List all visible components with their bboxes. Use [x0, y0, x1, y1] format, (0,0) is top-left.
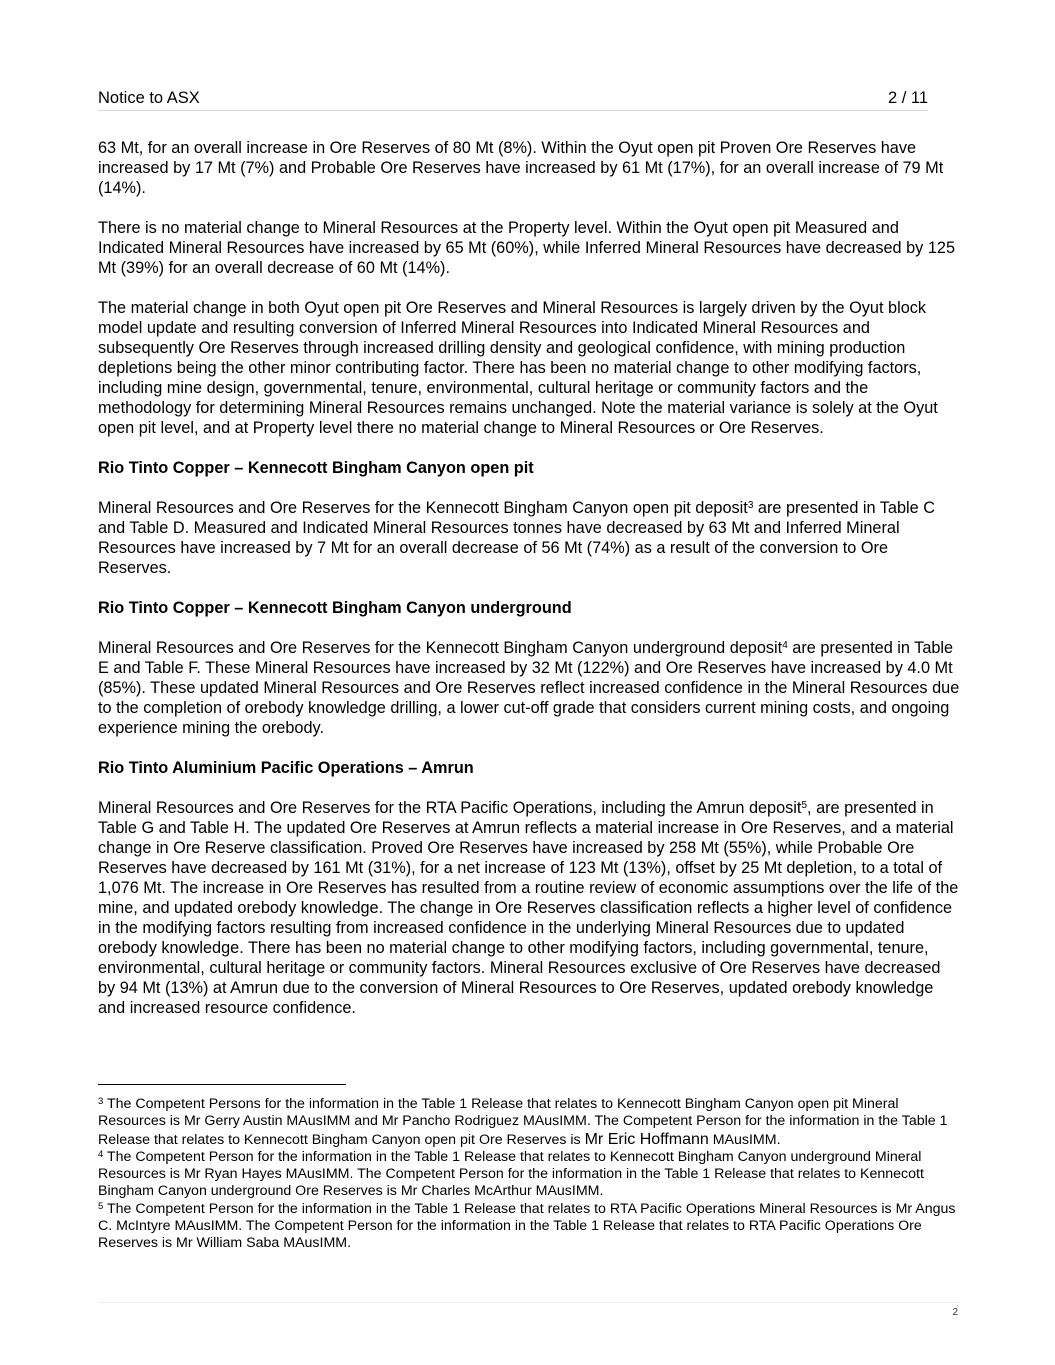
page-header	[98, 88, 928, 111]
footnote-ref: 4	[782, 640, 788, 651]
footnote-number: 4	[98, 1148, 104, 1160]
footnote-text: Mr Eric Hoffmann	[584, 1130, 709, 1148]
footnote-number: 3	[98, 1096, 104, 1107]
footnote-divider	[98, 1084, 346, 1085]
paragraph	[98, 798, 960, 1018]
footnote-text: The Competent Persons for the information in the Table 1 Release that relates to Kennecott Bingham Canyon open pit Mineral Resources is Mr Gerry Austin MAusIMM and Mr Pancho Rodriguez MAusIMM. The Competent Person for the information in the Table 1 Release that relates to Kennecott Bingham Canyon open pit Ore Reserves is	[98, 1096, 948, 1148]
footnote	[98, 1096, 960, 1149]
footer-divider	[98, 1302, 960, 1303]
paragraph	[98, 498, 960, 578]
footnote-text: MAusIMM.	[708, 1131, 781, 1148]
paragraph-text: , are presented in Table G and Table H. The updated Ore Reserves at Amrun reflects a material increase in Ore Reserves, and a material change in Ore Reserve classification. Proved Ore Reserves have increased by 258 Mt (55%), while Probable Ore Reserves have decreased by 161 Mt (31%), for a net increase of 123 Mt (13%), offset by 25 Mt depletion, to a total of 1,076 Mt. The increase in Ore Reserves has resulted from a routine review of economic assumptions over the life of the mine, and updated orebody knowledge. The change in Ore Reserves classification reflects a higher level of confidence in the modifying factors resulting from increased confidence in the underlying Mineral Resources due to updated orebody knowledge. There has been no material change to other modifying factors, including governmental, tenure, environmental, cultural heritage or community factors. Mineral Resources exclusive of Ore Reserves have decreased by 94 Mt (13%) at Amrun due to the conversion of Mineral Resources to Ore Reserves, updated orebody knowledge and increased resource confidence.	[98, 799, 959, 1017]
paragraph-text: Mineral Resources and Ore Reserves for the Kennecott Bingham Canyon underground deposit	[98, 639, 783, 657]
paragraph-text: Mineral Resources and Ore Reserves for the RTA Pacific Operations, including the Amrun deposit	[98, 799, 802, 817]
document-title: Notice to ASX	[98, 89, 200, 107]
footnotes	[98, 1096, 960, 1253]
footnote	[98, 1149, 960, 1201]
body-content	[98, 138, 960, 1038]
footnote-ref: 5	[801, 800, 808, 811]
section-heading: Rio Tinto Copper – Kennecott Bingham Canyon underground	[98, 599, 572, 617]
footnote-number: 5	[98, 1200, 104, 1212]
paragraph-text: are presented in Table C and Table D. Measured and Indicated Mineral Resources tonnes have decreased by 63 Mt and Inferred Mineral Resources have increased by 7 Mt for an overall decrease of 56 Mt (74%) as a result of the conversion to Ore Reserves.	[98, 499, 935, 577]
paragraph-text: Mineral Resources and Ore Reserves for the Kennecott Bingham Canyon open pit deposit	[98, 499, 748, 517]
footnote-text: The Competent Person for the information in the Table 1 Release that relates to Kennecott Bingham Canyon underground Mineral Resources is Mr Ryan Hayes MAusIMM. The Competent Person for the information in the Table 1 Release that relates to Kennecott Bingham Canyon underground Ore Reserves is Mr Charles McArthur MAusIMM.	[98, 1148, 924, 1200]
paragraph: 63 Mt, for an overall increase in Ore Reserves of 80 Mt (8%). Within the Oyut open pit Proven Ore Reserves have increased by 17 Mt (7%) and Probable Ore Reserves have increased by 61 Mt (17%), for an overall increase of 79 Mt (14%).	[98, 139, 944, 197]
section-heading: Rio Tinto Copper – Kennecott Bingham Canyon open pit	[98, 459, 534, 477]
paragraph: The material change in both Oyut open pit Ore Reserves and Mineral Resources is largely driven by the Oyut block model update and resulting conversion of Inferred Mineral Resources into Indicated Mineral Resources and subsequently Ore Reserves through increased drilling density and geological confidence, with mining production depletions being the other minor contributing factor. There has been no material change to other modifying factors, including mine design, governmental, tenure, environmental, cultural heritage or community factors and the methodology for determining Mineral Resources remains unchanged. Note the material variance is solely at the Oyut open pit level, and at Property level there no material change to Mineral Resources or Ore Reserves.	[98, 299, 938, 437]
footnote-ref: 3	[747, 500, 754, 511]
page-number: 2	[952, 1307, 958, 1318]
paragraph-text: are presented in Table E and Table F. These Mineral Resources have increased by 32 Mt (122%) and Ore Reserves have increased by 4.0 Mt (85%). These updated Mineral Resources and Ore Reserves reflect increased confidence in the Mineral Resources due to the completion of orebody knowledge drilling, a lower cut-off grade that considers current mining costs, and ongoing experience mining the orebody.	[98, 639, 960, 737]
paragraph	[98, 638, 960, 738]
page-counter: 2 / 11	[887, 89, 928, 107]
footnote	[98, 1201, 960, 1253]
footnote-text: The Competent Person for the information in the Table 1 Release that relates to RTA Pacific Operations Mineral Resources is Mr Angus C. McIntyre MAusIMM. The Competent Person for the information in the Table 1 Release that relates to RTA Pacific Operations Ore Reserves is Mr William Saba MAusIMM.	[98, 1200, 956, 1252]
paragraph: There is no material change to Mineral Resources at the Property level. Within the Oyut open pit Measured and Indicated Mineral Resources have increased by 65 Mt (60%), while Inferred Mineral Resources have decreased by 125 Mt (39%) for an overall decrease of 60 Mt (14%).	[98, 219, 956, 277]
section-heading: Rio Tinto Aluminium Pacific Operations – Amrun	[98, 759, 474, 777]
